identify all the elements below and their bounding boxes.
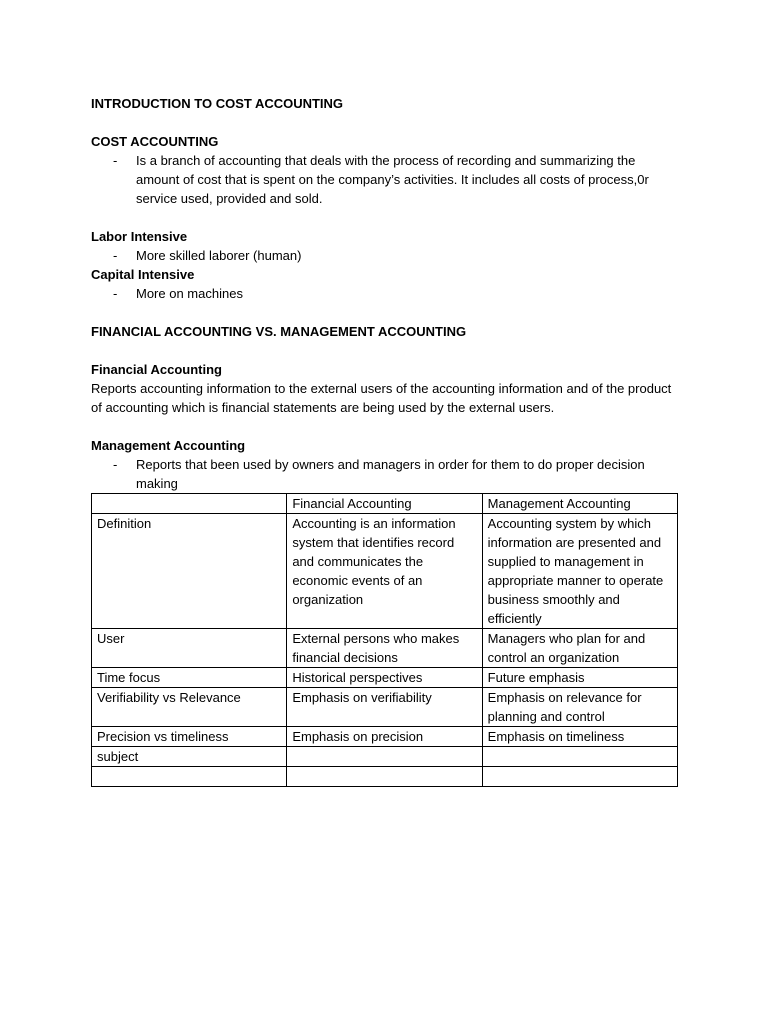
capital-intensive-bullet bbox=[91, 284, 681, 303]
table-row bbox=[92, 767, 678, 787]
cost-accounting-bullet bbox=[91, 151, 681, 208]
vs-heading: FINANCIAL ACCOUNTING VS. MANAGEMENT ACCOUNTING bbox=[91, 324, 467, 339]
table-cell: Emphasis on verifiability bbox=[287, 688, 482, 727]
table-cell: Future emphasis bbox=[482, 668, 677, 688]
table-cell bbox=[287, 767, 482, 787]
capital-intensive-bullet-text: More on machines bbox=[136, 286, 243, 301]
capital-intensive-title: Capital Intensive bbox=[91, 267, 195, 282]
labor-intensive-bullet bbox=[91, 246, 681, 265]
bullet-dash: - bbox=[113, 153, 118, 168]
table-cell: Managers who plan for and control an organization bbox=[482, 629, 677, 668]
table-cell bbox=[482, 767, 677, 787]
bullet-dash: - bbox=[113, 286, 118, 301]
table-cell: Emphasis on relevance for planning and control bbox=[482, 688, 677, 727]
labor-intensive-title: Labor Intensive bbox=[91, 229, 188, 244]
cost-accounting-bullet-text: Is a branch of accounting that deals with the process of recording and summarizing the amount of cost that is spent on the company’s activities. It includes all costs of process,0r service used, provided and sold. bbox=[136, 153, 649, 206]
table-row bbox=[92, 747, 678, 767]
table-row bbox=[92, 688, 678, 727]
table-cell: Definition bbox=[92, 514, 287, 629]
table-cell: Verifiability vs Relevance bbox=[92, 688, 287, 727]
table-cell: Emphasis on timeliness bbox=[482, 727, 677, 747]
table-cell: Historical perspectives bbox=[287, 668, 482, 688]
cost-accounting-title: COST ACCOUNTING bbox=[91, 134, 219, 149]
table-cell: External persons who makes financial decisions bbox=[287, 629, 482, 668]
table-cell: Time focus bbox=[92, 668, 287, 688]
document-content bbox=[91, 94, 681, 787]
table-cell: User bbox=[92, 629, 287, 668]
table-row bbox=[92, 668, 678, 688]
labor-intensive-bullet-text: More skilled laborer (human) bbox=[136, 248, 302, 263]
table-cell: Precision vs timeliness bbox=[92, 727, 287, 747]
table-row bbox=[92, 727, 678, 747]
financial-accounting-title: Financial Accounting bbox=[91, 362, 222, 377]
management-accounting-title: Management Accounting bbox=[91, 438, 246, 453]
table-cell: Accounting is an information system that identifies record and communicates the economic events of an organization bbox=[287, 514, 482, 629]
table-header-cell: Management Accounting bbox=[482, 494, 677, 514]
bullet-dash: - bbox=[113, 457, 118, 472]
table-header-cell: Financial Accounting bbox=[287, 494, 482, 514]
table-cell bbox=[92, 767, 287, 787]
table-header-cell bbox=[92, 494, 287, 514]
table-row bbox=[92, 629, 678, 668]
management-accounting-bullet-text: Reports that been used by owners and managers in order for them to do proper decision making bbox=[136, 457, 645, 491]
financial-accounting-text: Reports accounting information to the external users of the accounting information and of the product of accounting which is financial statements are being used by the external users. bbox=[91, 381, 672, 415]
table-cell: Emphasis on precision bbox=[287, 727, 482, 747]
comparison-table bbox=[91, 493, 678, 787]
table-cell bbox=[287, 747, 482, 767]
table-cell: Accounting system by which information are presented and supplied to management in appropriate manner to operate business smoothly and efficiently bbox=[482, 514, 677, 629]
bullet-dash: - bbox=[113, 248, 118, 263]
management-accounting-bullet bbox=[91, 455, 681, 493]
table-row bbox=[92, 514, 678, 629]
table-header-row bbox=[92, 494, 678, 514]
table-cell bbox=[482, 747, 677, 767]
table-cell: subject bbox=[92, 747, 287, 767]
main-heading: INTRODUCTION TO COST ACCOUNTING bbox=[91, 96, 344, 111]
